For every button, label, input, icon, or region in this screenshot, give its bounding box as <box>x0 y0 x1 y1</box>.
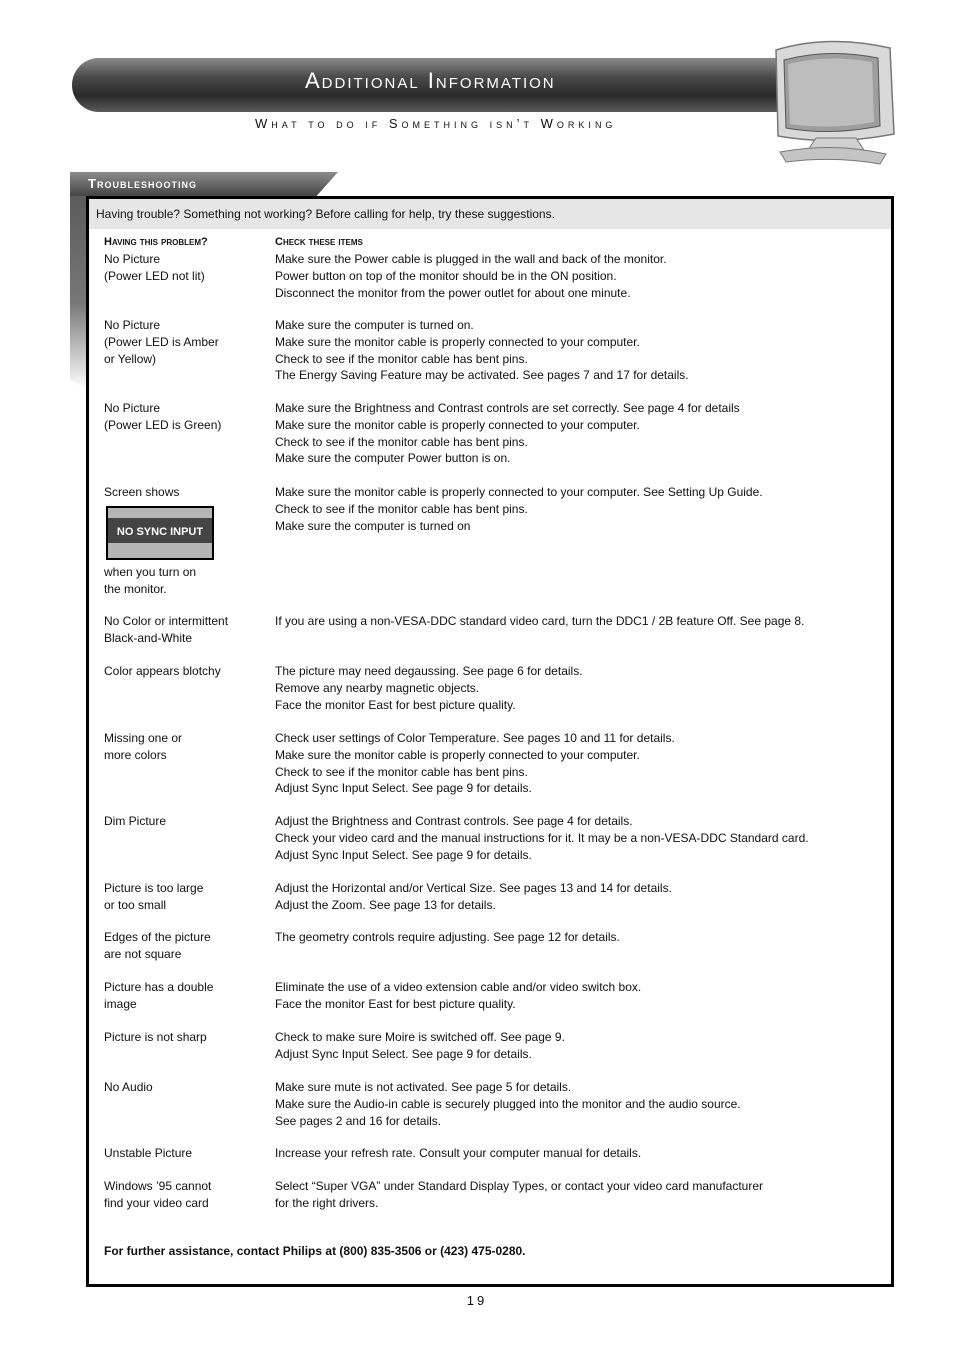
solution-text: Remove any nearby magnetic objects. <box>275 680 480 695</box>
problem-text: are not square <box>104 946 182 961</box>
solution-text: Check your video card and the manual instructions for it. It may be a non-VESA-DDC Standard card. <box>275 830 809 845</box>
problem-text: No Color or intermittent <box>104 614 229 628</box>
solution-text: Adjust the Brightness and Contrast controls. See page 4 for details. <box>275 814 633 828</box>
solution-text: Eliminate the use of a video extension cable and/or video switch box. <box>275 980 642 994</box>
problem-text: more colors <box>104 747 167 762</box>
solution-text: for the right drivers. <box>275 1195 379 1210</box>
solution-text: Make sure the monitor cable is properly connected to your computer. <box>275 334 640 349</box>
page-number: 19 <box>466 1293 488 1308</box>
solution-text: See pages 2 and 16 for details. <box>275 1113 442 1128</box>
solution-text: Adjust Sync Input Select. See page 9 for details. <box>275 847 532 862</box>
solution-text: Adjust Sync Input Select. See page 9 for details. <box>275 1046 532 1061</box>
problem-text: Edges of the picture <box>104 930 211 944</box>
problem-text: the monitor. <box>104 581 167 596</box>
problem-text: or too small <box>104 897 167 912</box>
problem-text: Dim Picture <box>104 814 167 828</box>
page-subtitle: What to do if Something isn’t Working <box>255 116 617 131</box>
solution-text: The geometry controls require adjusting. See page 12 for details. <box>275 930 620 944</box>
solution-text: Adjust the Zoom. See page 13 for details. <box>275 897 496 912</box>
problem-text: find your video card <box>104 1195 209 1210</box>
problem-text: Missing one or <box>104 731 183 745</box>
solution-text: Select “Super VGA” under Standard Display Types, or contact your video card manufacturer <box>275 1179 764 1193</box>
solution-text: Adjust the Horizontal and/or Vertical Size. See pages 13 and 14 for details. <box>275 881 672 895</box>
solution-text: Check to see if the monitor cable has bent pins. <box>275 351 528 366</box>
intro-bar <box>89 199 891 229</box>
solution-text: Make sure the Audio-in cable is securely plugged into the monitor and the audio source. <box>275 1096 741 1111</box>
problem-text: Color appears blotchy <box>104 664 221 678</box>
intro-text: Having trouble? Something not working? Before calling for help, try these suggestions. <box>96 207 555 221</box>
solution-text: Adjust Sync Input Select. See page 9 for details. <box>275 781 532 796</box>
problem-text: image <box>104 996 137 1011</box>
solution-text: Check to make sure Moire is switched off. See page 9. <box>275 1030 565 1044</box>
problem-text: Picture is too large <box>104 881 204 895</box>
problem-text: or Yellow) <box>104 351 157 366</box>
problem-text: when you turn on <box>104 565 197 579</box>
solution-text: Make sure the monitor cable is properly connected to your computer. <box>275 417 640 432</box>
problem-text: No Audio <box>104 1080 153 1094</box>
solution-text: Make sure the Power cable is plugged in the wall and back of the monitor. <box>275 252 667 266</box>
no-sync-input-label: NO SYNC INPUT <box>116 526 204 538</box>
section-title: Troubleshooting <box>88 176 197 191</box>
solution-text: Make sure the computer is turned on. <box>275 318 474 332</box>
problem-text: No Picture <box>104 318 161 332</box>
problem-text: No Picture <box>104 252 161 266</box>
solution-text: Face the monitor East for best picture quality. <box>275 996 516 1011</box>
solution-text: Check user settings of Color Temperature. See pages 10 and 11 for details. <box>275 731 675 745</box>
solution-text: Make sure the computer Power button is on. <box>275 451 511 466</box>
solution-text: Check to see if the monitor cable has bent pins. <box>275 764 528 779</box>
column-header-problem: Having this problem? <box>104 236 208 248</box>
troubleshooting-box <box>86 196 894 1287</box>
solution-text: Disconnect the monitor from the power outlet for about one minute. <box>275 285 631 300</box>
solution-text: Increase your refresh rate. Consult your computer manual for details. <box>275 1146 642 1160</box>
solution-text: Make sure mute is not activated. See page 5 for details. <box>275 1080 572 1094</box>
monitor-icon <box>768 38 900 168</box>
problem-text: Picture is not sharp <box>104 1030 207 1044</box>
solution-text: If you are using a non-VESA-DDC standard video card, turn the DDC1 / 2B feature Off. See page 8. <box>275 614 805 628</box>
contact-note: For further assistance, contact Philips at (800) 835-3506 or (423) 475-0280. <box>104 1244 526 1258</box>
solution-text: Check to see if the monitor cable has bent pins. <box>275 434 528 449</box>
problem-text: (Power LED is Amber <box>104 334 219 349</box>
no-sync-input-screen <box>106 506 214 560</box>
problem-text: Picture has a double <box>104 980 214 994</box>
problem-text: Black-and-White <box>104 630 193 645</box>
problem-text: No Picture <box>104 401 161 415</box>
solution-text: Power button on top of the monitor should be in the ON position. <box>275 268 617 283</box>
problem-text: Unstable Picture <box>104 1146 193 1160</box>
solution-text: Make sure the monitor cable is properly connected to your computer. <box>275 747 640 762</box>
solution-text: Check to see if the monitor cable has bent pins. <box>275 501 528 516</box>
solution-text: Make sure the monitor cable is properly connected to your computer. See Setting Up Guide. <box>275 485 763 499</box>
problem-text: (Power LED not lit) <box>104 268 205 283</box>
solution-text: The Energy Saving Feature may be activated. See pages 7 and 17 for details. <box>275 368 689 383</box>
solution-text: Make sure the computer is turned on <box>275 518 471 533</box>
column-header-check: Check these items <box>275 236 363 248</box>
solution-text: Make sure the Brightness and Contrast controls are set correctly. See page 4 for details <box>275 401 740 415</box>
problem-text: (Power LED is Green) <box>104 417 222 432</box>
page-title: Additional Information <box>305 68 556 93</box>
solution-text: The picture may need degaussing. See page 6 for details. <box>275 664 583 678</box>
problem-text: Windows ’95 cannot <box>104 1179 212 1193</box>
solution-text: Face the monitor East for best picture quality. <box>275 697 516 712</box>
problem-text: Screen shows <box>104 485 180 499</box>
